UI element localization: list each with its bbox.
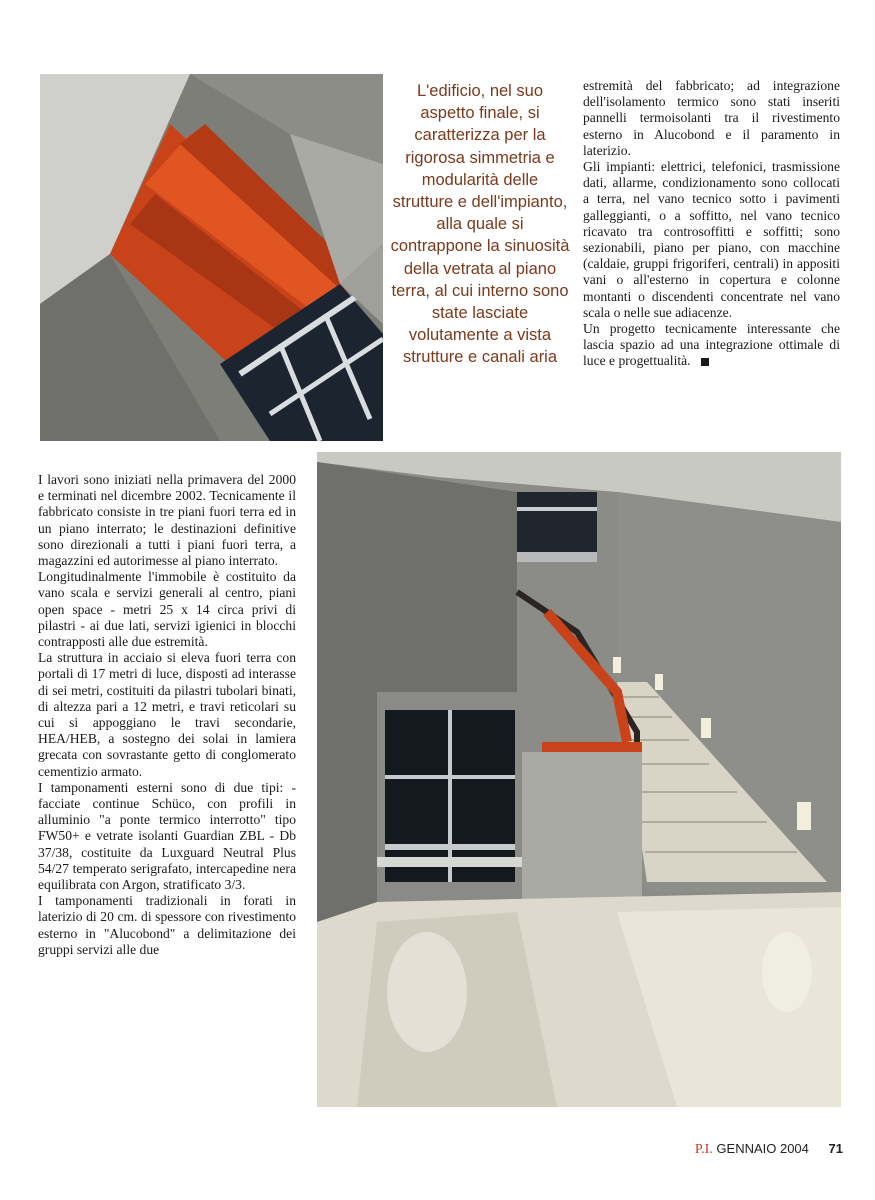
- pull-quote: L'edificio, nel suo aspetto finale, si caratterizza per la rigorosa simmetria e modularità delle strutture e dell'impianto, alla quale si contrappone la sinuosità della vetrata al piano terra, al cui interno sono state lasciate volutamente a vista strutture e canali aria: [390, 82, 570, 367]
- paragraph: Gli impianti: elettrici, telefonici, trasmissione dati, allarme, condizionamento sono collocati a terra, nel vano tecnico sotto i pavimenti galleggianti, o a soffitto, nel vano tecnico ricavato tra controsoffitti e soffitti; sono sezionabili, piano per piano, con macchine (caldaie, gruppi frigoriferi, centrali) in appositi vani o all'esterno in copertura e colonne montanti o discendenti concentrate nel vano scala o nelle sue adiacenze.: [583, 159, 840, 320]
- stairwell-skylight-photo: [40, 74, 383, 441]
- page-footer: [695, 1141, 843, 1158]
- issue-date: GENNAIO 2004: [716, 1141, 809, 1156]
- paragraph: I tamponamenti tradizionali in forati in laterizio di 20 cm. di spessore con rivestimento esterno in "Alucobond" a delimitazione dei gruppi servizi alle due: [38, 893, 296, 957]
- paragraph: I lavori sono iniziati nella primavera del 2000 e terminati nel dicembre 2002. Tecnicamente il fabbricato consiste in tre piani fuori terra ed in un piano interrato; le destinazioni definitive sono direzionali a tutti i piani fuori terra, a magazzini ed autorimesse al piano interrato.: [38, 472, 296, 569]
- text-column-right: [583, 78, 840, 370]
- page-number: 71: [828, 1141, 843, 1156]
- staircase-interior-photo: [317, 452, 841, 1107]
- paragraph: Longitudinalmente l'immobile è costituito da vano scala e servizi generali al centro, piani open space - metri 25 x 14 circa privi di pilastri - ai due lati, servizi igienici in blocchi contrapposti alle due estremità.: [38, 569, 296, 650]
- paragraph: estremità del fabbricato; ad integrazione dell'isolamento termico sono stati inseriti pannelli termoisolanti tra il rivestimento esterno in Alucobond e il paramento in laterizio.: [583, 78, 840, 158]
- paragraph: La struttura in acciaio si eleva fuori terra con portali di 17 metri di luce, disposti ad interasse di sei metri, costituiti da pilastri tubolari binati, di altezza pari a 12 metri, e travi reticolari su cui si appoggiano le travi secondarie, HEA/HEB, a sostegno dei solai in lamiera grecata con sovrastante getto di conglomerato cementizio armato.: [38, 650, 296, 779]
- text-column-left: [38, 472, 296, 958]
- paragraph: I tamponamenti esterni sono di due tipi: - facciate continue Schüco, con profili in alluminio "a ponte termico interrotto" tipo FW50+ e vetrate isolanti Guardian ZBL - Db 37/38, costituite da Luxguard Neutral Plus 54/27 temperato serigrafato, intercapedine nera equilibrata con Argon, stratificato 3/3.: [38, 779, 296, 893]
- end-of-article-mark: [701, 358, 709, 366]
- magazine-name: P.I.: [694, 1142, 713, 1157]
- paragraph-text: Un progetto tecnicamente interessante che lascia spazio ad una integrazione ottimale di luce e progettualità.: [583, 321, 840, 369]
- paragraph: [583, 321, 840, 370]
